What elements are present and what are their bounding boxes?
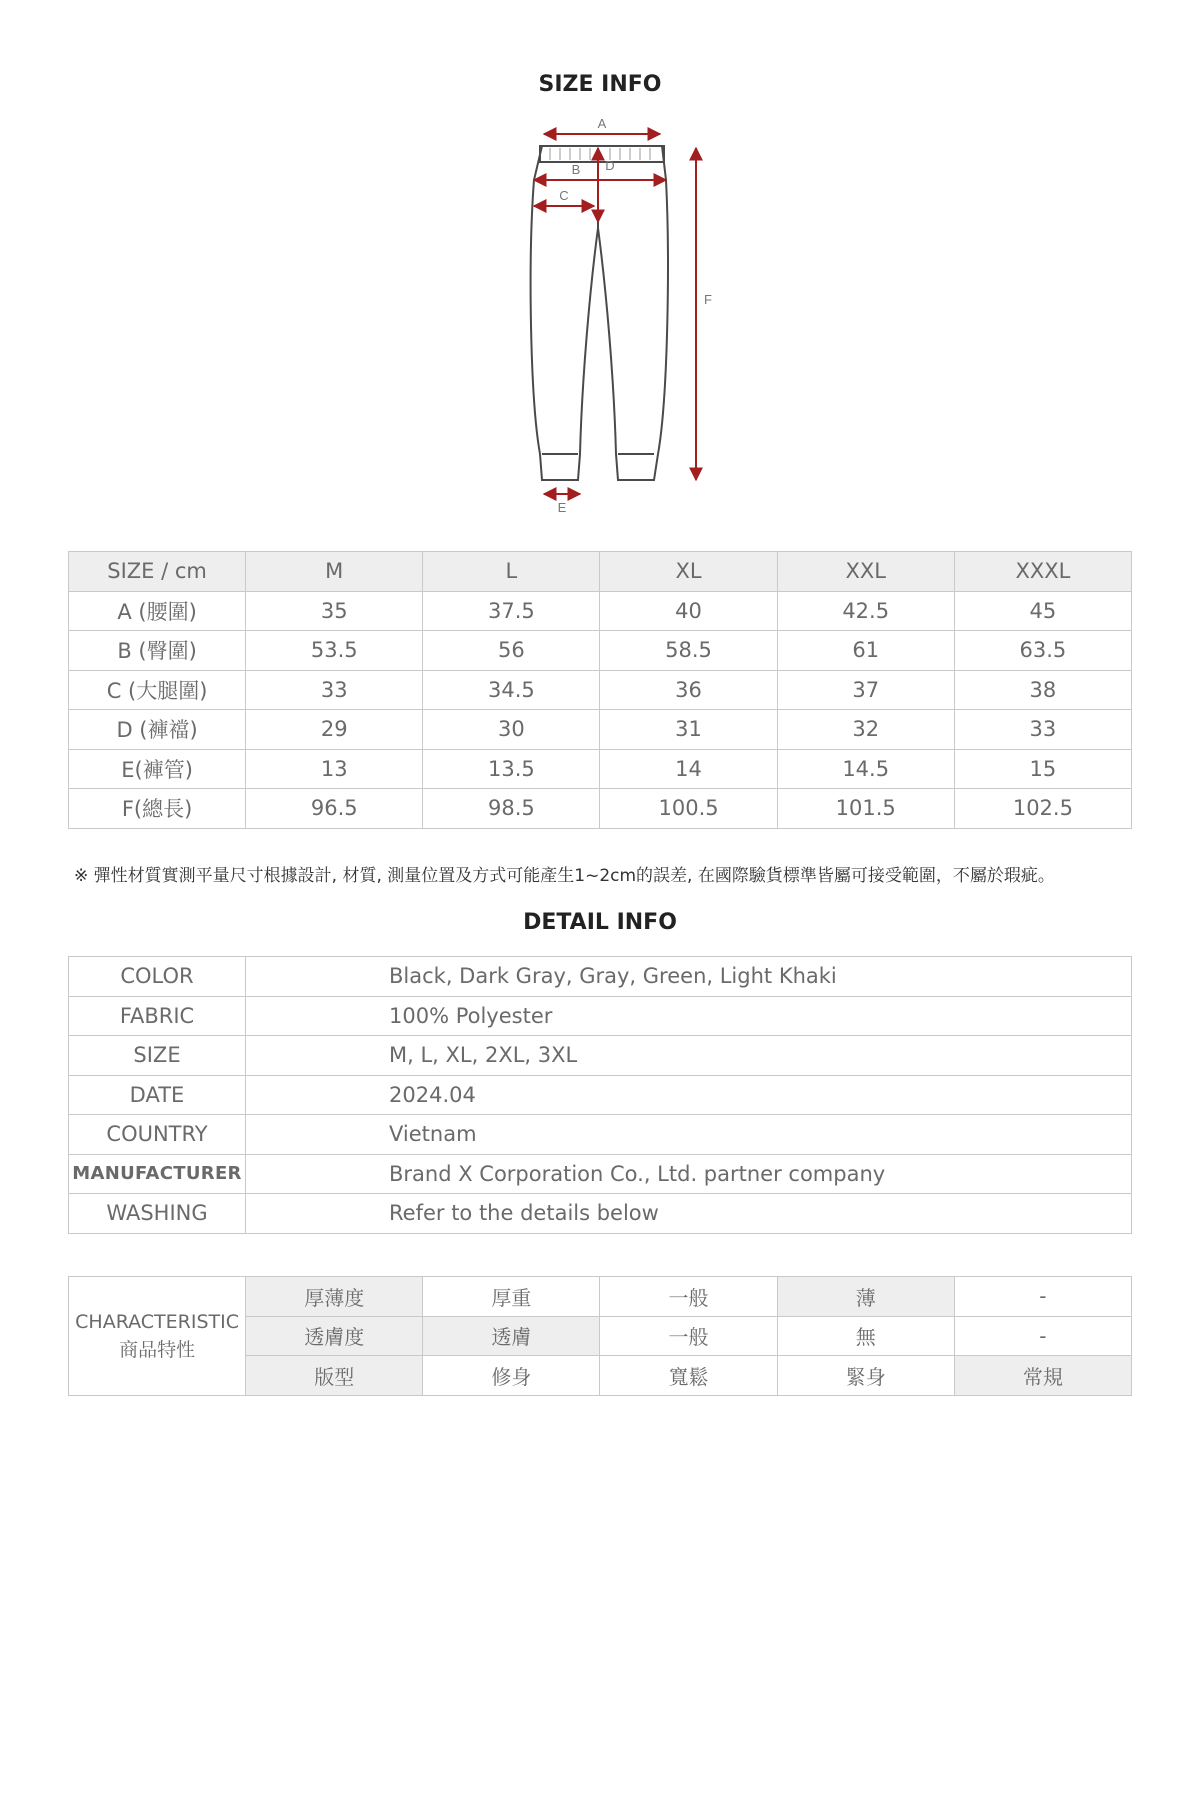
detail-value: Black, Dark Gray, Gray, Green, Light Khaki bbox=[246, 957, 1132, 997]
size-cell: 13 bbox=[246, 749, 423, 789]
size-cell: 58.5 bbox=[600, 631, 777, 671]
table-row bbox=[69, 710, 1132, 750]
size-cell: 61 bbox=[777, 631, 954, 671]
size-table bbox=[68, 551, 1132, 829]
size-header-cell: L bbox=[423, 552, 600, 592]
size-cell: 101.5 bbox=[777, 789, 954, 829]
size-cell: 102.5 bbox=[954, 789, 1131, 829]
characteristic-table bbox=[68, 1276, 1132, 1396]
pants-size-diagram bbox=[520, 118, 720, 518]
label-c: C bbox=[559, 188, 569, 203]
size-cell: 100.5 bbox=[600, 789, 777, 829]
row-label: D (褲襠) bbox=[69, 710, 246, 750]
detail-key: MANUFACTURER bbox=[69, 1154, 246, 1194]
option-cell: 一般 bbox=[600, 1277, 777, 1317]
detail-key: COUNTRY bbox=[69, 1115, 246, 1155]
size-cell: 33 bbox=[246, 670, 423, 710]
size-table-header bbox=[69, 552, 1132, 592]
detail-value: M, L, XL, 2XL, 3XL bbox=[246, 1036, 1132, 1076]
table-row bbox=[69, 1036, 1132, 1076]
row-label: E(褲管) bbox=[69, 749, 246, 789]
waistband-stripes bbox=[550, 148, 650, 160]
table-row bbox=[69, 957, 1132, 997]
attribute-name: 厚薄度 bbox=[246, 1277, 423, 1317]
table-row bbox=[69, 749, 1132, 789]
size-cell: 34.5 bbox=[423, 670, 600, 710]
size-header-cell: XXXL bbox=[954, 552, 1131, 592]
table-row bbox=[69, 1115, 1132, 1155]
size-cell: 53.5 bbox=[246, 631, 423, 671]
label-d: D bbox=[605, 158, 615, 173]
option-cell: 修身 bbox=[423, 1356, 600, 1396]
table-row bbox=[69, 1075, 1132, 1115]
size-cell: 40 bbox=[600, 591, 777, 631]
size-cell: 30 bbox=[423, 710, 600, 750]
detail-key: FABRIC bbox=[69, 996, 246, 1036]
option-cell: 無 bbox=[777, 1316, 954, 1356]
measurement-note: ※ 彈性材質實測平量尺寸根據設計, 材質, 測量位置及方式可能產生1~2cm的誤差, 在國際驗貨標準皆屬可接受範圍，不屬於瑕疵。 bbox=[74, 866, 1055, 886]
detail-info-title: DETAIL INFO bbox=[523, 910, 677, 935]
characteristic-label bbox=[69, 1277, 246, 1396]
size-cell: 31 bbox=[600, 710, 777, 750]
option-cell: 常規 bbox=[954, 1356, 1131, 1396]
option-cell: 透膚 bbox=[423, 1316, 600, 1356]
table-row bbox=[69, 1154, 1132, 1194]
size-cell: 32 bbox=[777, 710, 954, 750]
table-row bbox=[69, 1194, 1132, 1234]
option-cell: 厚重 bbox=[423, 1277, 600, 1317]
size-cell: 38 bbox=[954, 670, 1131, 710]
size-header-cell: XL bbox=[600, 552, 777, 592]
row-label: A (腰圍) bbox=[69, 591, 246, 631]
pants-outline bbox=[531, 146, 668, 480]
option-cell: - bbox=[954, 1277, 1131, 1317]
row-label: C (大腿圍) bbox=[69, 670, 246, 710]
detail-value: Refer to the details below bbox=[246, 1194, 1132, 1234]
label-f: F bbox=[704, 292, 712, 307]
size-cell: 14 bbox=[600, 749, 777, 789]
detail-value: Vietnam bbox=[246, 1115, 1132, 1155]
detail-key: DATE bbox=[69, 1075, 246, 1115]
row-label: B (臀圍) bbox=[69, 631, 246, 671]
label-e: E bbox=[557, 500, 567, 515]
characteristic-label-zh: 商品特性 bbox=[119, 1338, 196, 1361]
option-cell: 緊身 bbox=[777, 1356, 954, 1396]
detail-value: 100% Polyester bbox=[246, 996, 1132, 1036]
size-cell: 35 bbox=[246, 591, 423, 631]
label-b: B bbox=[571, 162, 581, 177]
size-info-title: SIZE INFO bbox=[538, 72, 662, 97]
size-cell: 56 bbox=[423, 631, 600, 671]
size-cell: 96.5 bbox=[246, 789, 423, 829]
table-row bbox=[69, 996, 1132, 1036]
size-cell: 13.5 bbox=[423, 749, 600, 789]
table-row bbox=[69, 591, 1132, 631]
size-cell: 37 bbox=[777, 670, 954, 710]
size-cell: 42.5 bbox=[777, 591, 954, 631]
size-cell: 14.5 bbox=[777, 749, 954, 789]
size-cell: 98.5 bbox=[423, 789, 600, 829]
detail-key: WASHING bbox=[69, 1194, 246, 1234]
option-cell: 一般 bbox=[600, 1316, 777, 1356]
size-cell: 33 bbox=[954, 710, 1131, 750]
attribute-name: 版型 bbox=[246, 1356, 423, 1396]
size-cell: 15 bbox=[954, 749, 1131, 789]
characteristic-label-en: CHARACTERISTIC bbox=[75, 1310, 240, 1333]
option-cell: - bbox=[954, 1316, 1131, 1356]
option-cell: 薄 bbox=[777, 1277, 954, 1317]
size-cell: 63.5 bbox=[954, 631, 1131, 671]
size-cell: 45 bbox=[954, 591, 1131, 631]
size-header-cell: XXL bbox=[777, 552, 954, 592]
detail-value: Brand X Corporation Co., Ltd. partner company bbox=[246, 1154, 1132, 1194]
attribute-name: 透膚度 bbox=[246, 1316, 423, 1356]
size-cell: 37.5 bbox=[423, 591, 600, 631]
row-label: F(總長) bbox=[69, 789, 246, 829]
size-header-cell: SIZE / cm bbox=[69, 552, 246, 592]
table-row bbox=[69, 631, 1132, 671]
label-a: A bbox=[597, 118, 607, 131]
size-cell: 36 bbox=[600, 670, 777, 710]
size-header-cell: M bbox=[246, 552, 423, 592]
detail-table bbox=[68, 956, 1132, 1234]
detail-key: COLOR bbox=[69, 957, 246, 997]
table-row bbox=[69, 789, 1132, 829]
table-row bbox=[69, 670, 1132, 710]
option-cell: 寬鬆 bbox=[600, 1356, 777, 1396]
detail-value: 2024.04 bbox=[246, 1075, 1132, 1115]
table-row bbox=[69, 1277, 1132, 1317]
size-cell: 29 bbox=[246, 710, 423, 750]
detail-key: SIZE bbox=[69, 1036, 246, 1076]
